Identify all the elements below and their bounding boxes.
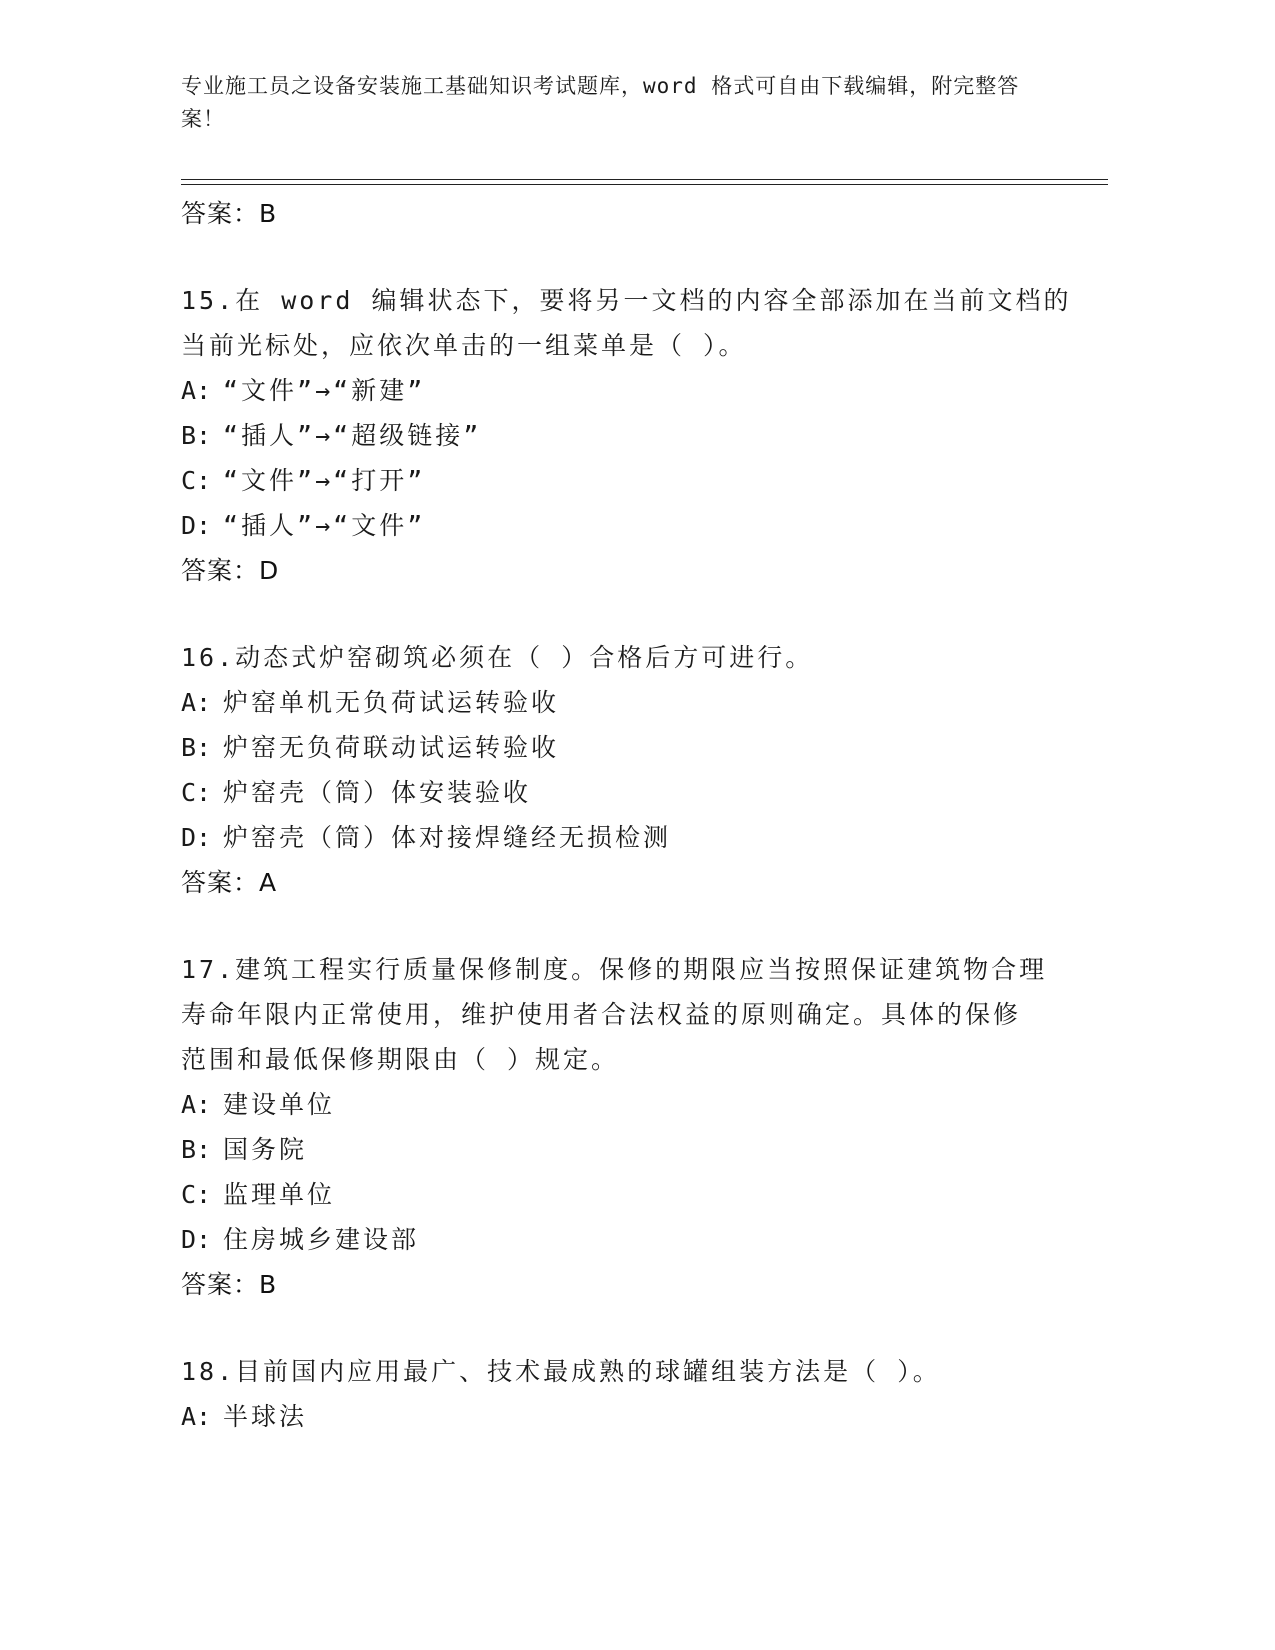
answer-line: 答案：A [181,868,278,897]
option-letter: A: [181,1402,212,1431]
option-a [181,1394,1101,1439]
question-list [181,189,1101,1439]
option-text: “文件”→“打开” [223,466,426,495]
spacer [181,905,1101,947]
option-letter: B: [181,421,212,450]
option-text: 住房城乡建设部 [223,1225,420,1254]
option-letter: C: [181,1180,212,1209]
option-text: 建设单位 [223,1090,336,1119]
option-b [181,1127,1101,1172]
option-text: 监理单位 [223,1180,336,1209]
spacer [181,593,1101,635]
option-d [181,815,1101,860]
option-text: “插人”→“超级链接” [223,421,482,450]
option-letter: C: [181,466,212,495]
option-letter: D: [181,511,212,540]
option-letter: D: [181,823,212,852]
option-letter: B: [181,1135,212,1164]
question-text: 17.建筑工程实行质量保修制度。保修的期限应当按照保证建筑物合理 [181,955,1048,984]
answer-line: 答案：B [181,1270,278,1299]
option-letter: B: [181,733,212,762]
option-letter: A: [181,688,212,717]
option-a [181,1082,1101,1127]
spacer [181,1307,1101,1349]
question-text: 18.目前国内应用最广、技术最成熟的球罐组装方法是（ ）。 [181,1357,941,1386]
question-text: 15.在 word 编辑状态下，要将另一文档的内容全部添加在当前文档的 [181,286,1072,315]
option-letter: D: [181,1225,212,1254]
page-header: 专业施工员之设备安装施工基础知识考试题库，word 格式可自由下载编辑，附完整答案！ [181,74,1020,131]
option-text: 炉窑无负荷联动试运转验收 [223,733,560,762]
question-text: 16.动态式炉窑砌筑必须在（ ）合格后方可进行。 [181,643,814,672]
option-c [181,770,1101,815]
spacer [181,236,1101,278]
option-a [181,680,1101,725]
option-text: 炉窑壳（筒）体对接焊缝经无损检测 [223,823,672,852]
option-letter: A: [181,376,212,405]
option-a [181,368,1101,413]
question-text: 当前光标处，应依次单击的一组菜单是（ ）。 [181,331,747,360]
option-text: “插人”→“文件” [223,511,426,540]
option-b [181,413,1101,458]
question-block [181,1349,1101,1439]
header-rule-thick [181,179,1108,180]
question-block [181,635,1101,905]
option-text: 炉窑壳（筒）体安装验收 [223,778,532,807]
option-text: 炉窑单机无负荷试运转验收 [223,688,560,717]
option-text: 半球法 [223,1402,308,1431]
option-b [181,725,1101,770]
option-d [181,1217,1101,1262]
answer-line: 答案：D [181,556,280,585]
question-block [181,947,1101,1307]
question-block [181,278,1101,593]
option-c [181,1172,1101,1217]
option-c [181,458,1101,503]
question-text: 寿命年限内正常使用，维护使用者合法权益的原则确定。具体的保修 [181,1000,1022,1029]
option-d [181,503,1101,548]
option-letter: A: [181,1090,212,1119]
header-rule-thin [181,184,1108,185]
option-text: “文件”→“新建” [223,376,426,405]
option-text: 国务院 [223,1135,308,1164]
option-letter: C: [181,778,212,807]
question-text: 范围和最低保修期限由（ ）规定。 [181,1045,620,1074]
answer-line: 答案：B [181,199,278,228]
